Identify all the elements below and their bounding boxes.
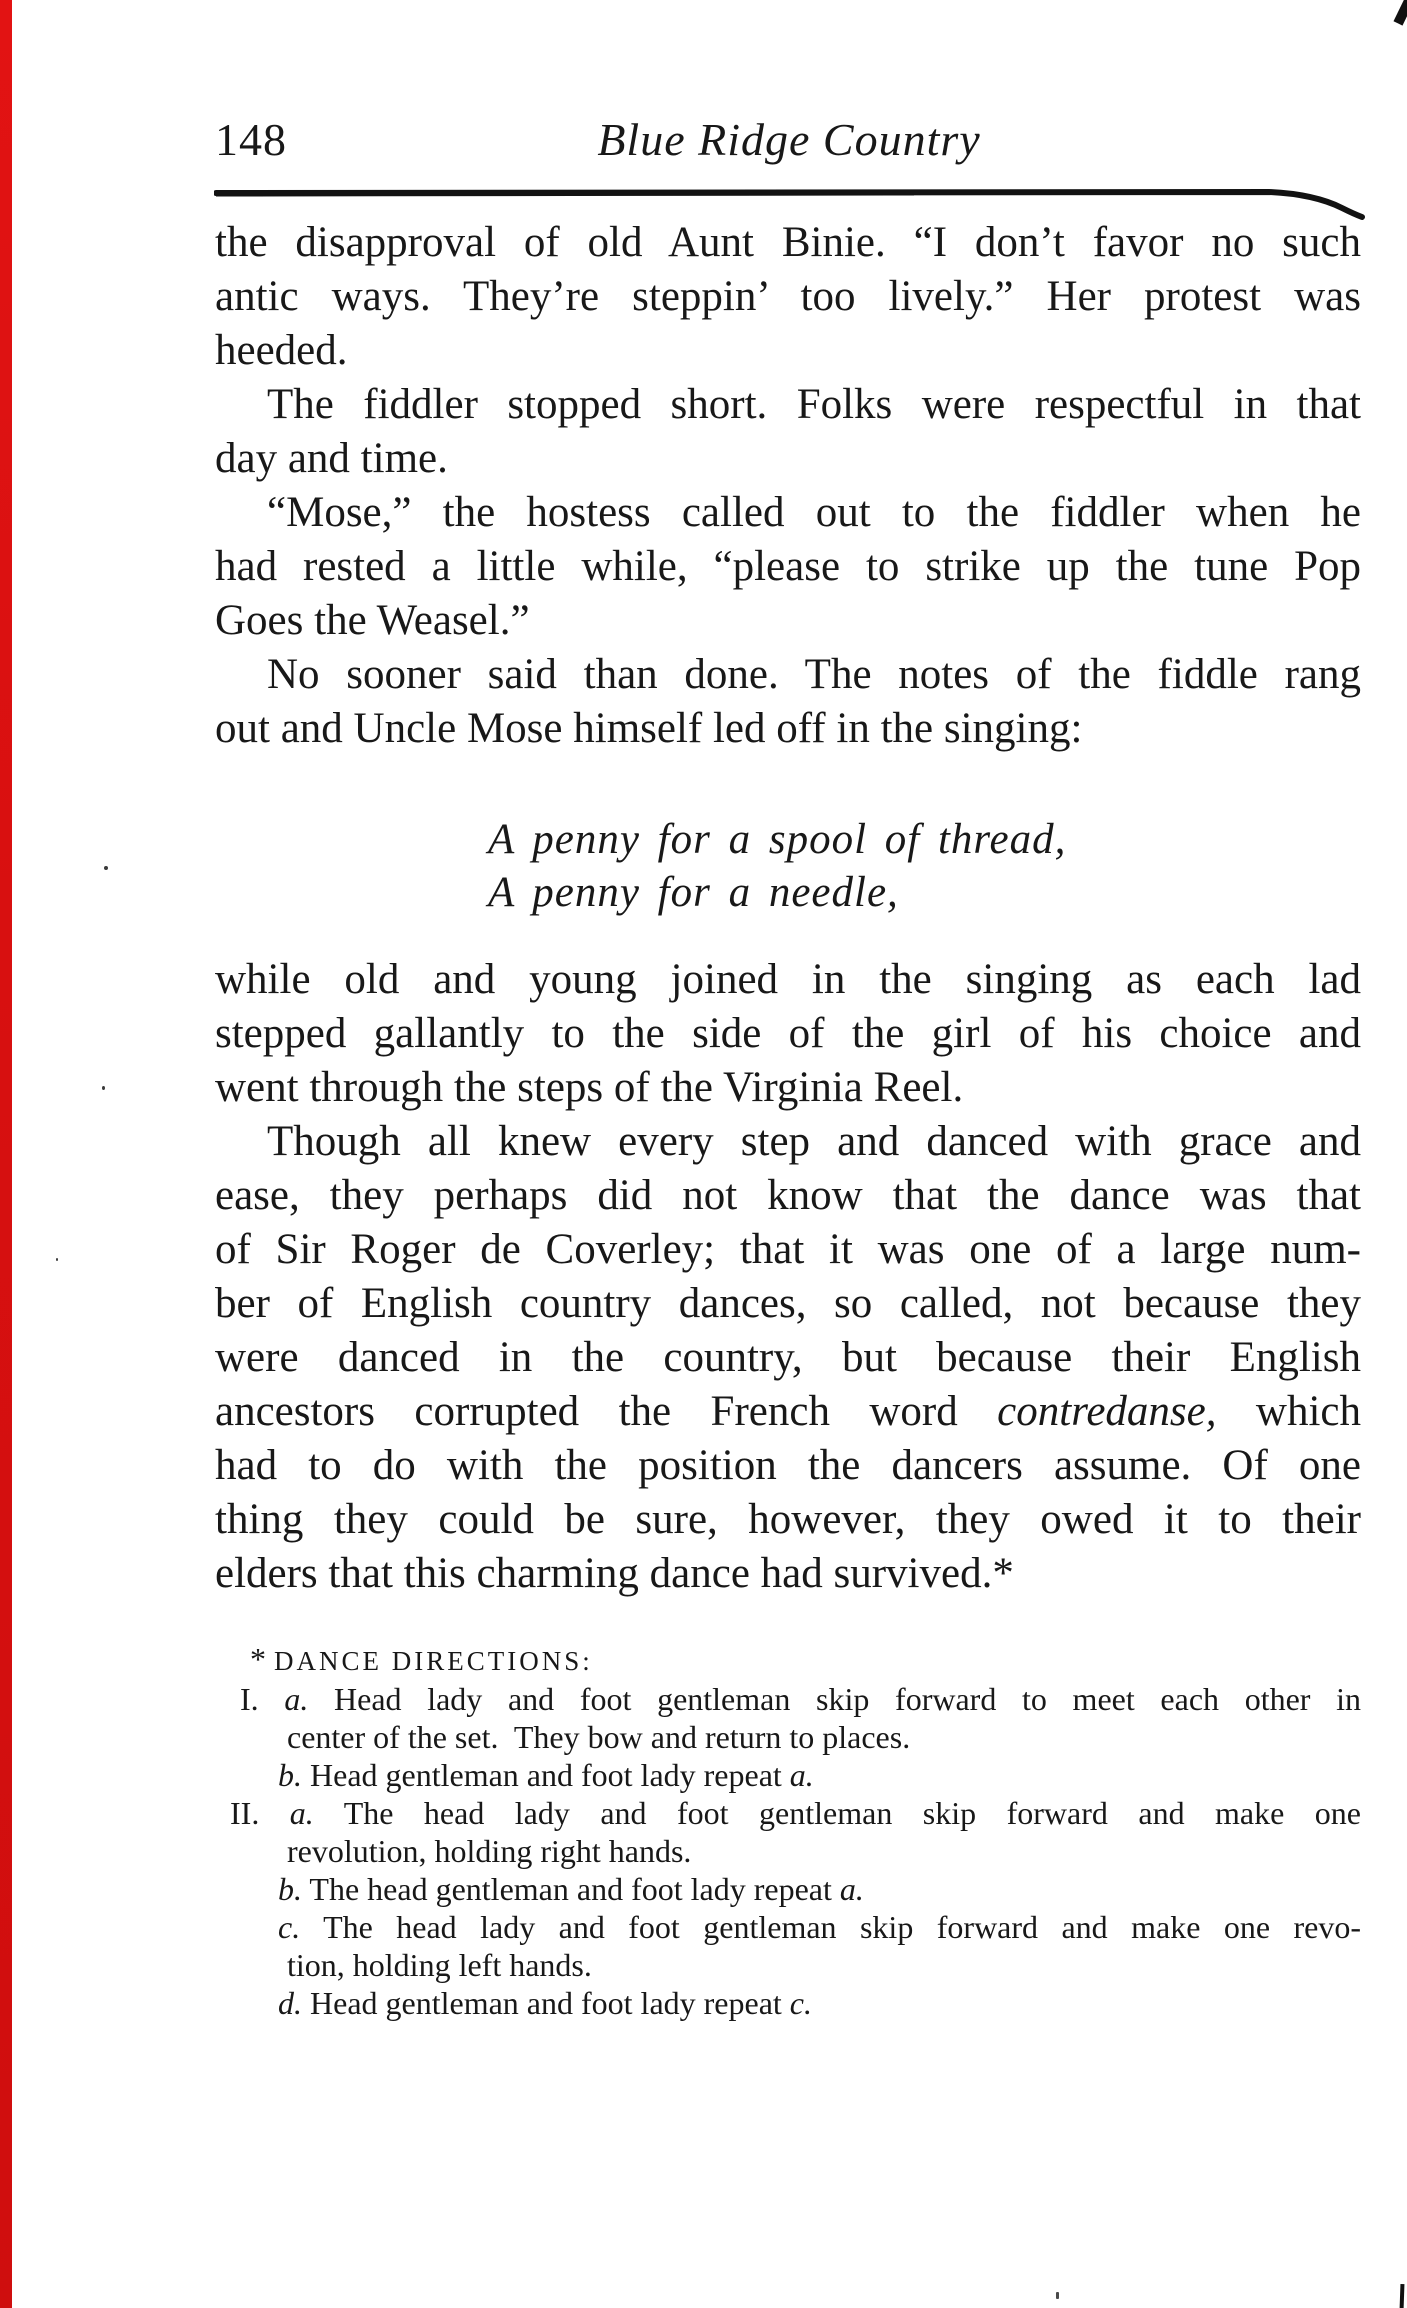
text-line bbox=[215, 1870, 1361, 1908]
text-segment: b. bbox=[278, 1871, 302, 1907]
text-segment: II. bbox=[230, 1795, 290, 1831]
text-line bbox=[215, 324, 1361, 378]
text-segment: ber of English country dances, so called, not because they bbox=[215, 1280, 1361, 1327]
scan-speck bbox=[56, 1258, 58, 1261]
text-line bbox=[215, 1718, 1361, 1756]
text-line bbox=[215, 1277, 1361, 1331]
text-line bbox=[215, 702, 1361, 756]
scan-speck bbox=[104, 866, 108, 870]
text-segment: b. bbox=[278, 1757, 302, 1793]
text-segment: a. bbox=[839, 1871, 864, 1907]
text-segment: a. bbox=[789, 1757, 814, 1793]
scan-corner-mark bbox=[1393, 0, 1407, 26]
text-segment: antic ways. They’re steppin’ too lively.” Her protest was bbox=[215, 273, 1361, 320]
text-segment: * bbox=[250, 1641, 274, 1677]
body-text-top bbox=[215, 216, 1361, 756]
text-segment: the disapproval of old Aunt Binie. “I don’t favor no such bbox=[215, 219, 1361, 266]
text-segment: The fiddler stopped short. Folks were respectful in that bbox=[267, 381, 1361, 428]
book-edge-red-stripe bbox=[0, 0, 12, 2308]
text-line bbox=[215, 270, 1361, 324]
text-segment: I. bbox=[240, 1681, 285, 1717]
text-segment: Head gentleman and foot lady repeat bbox=[302, 1757, 790, 1793]
text-line bbox=[215, 486, 1361, 540]
text-segment: Head lady and foot gentleman skip forward to meet each other in bbox=[308, 1681, 1362, 1717]
page-number: 148 bbox=[215, 114, 287, 165]
text-line bbox=[215, 1794, 1361, 1832]
text-segment: “Mose,” the hostess called out to the fiddler when he bbox=[267, 489, 1361, 536]
text-segment: contredanse, bbox=[997, 1388, 1217, 1435]
text-line bbox=[215, 1493, 1361, 1547]
scan-edge-mark bbox=[1400, 2284, 1405, 2308]
text-segment: c. bbox=[789, 1985, 812, 2021]
text-line bbox=[488, 866, 1066, 919]
text-segment: had to do with the position the dancers assume. Of one bbox=[215, 1442, 1361, 1489]
text-segment: The head gentleman and foot lady repeat bbox=[302, 1871, 840, 1907]
text-line bbox=[215, 1061, 1361, 1115]
text-segment: Head gentleman and foot lady repeat bbox=[302, 1985, 790, 2021]
text-line bbox=[215, 594, 1361, 648]
text-segment: while old and young joined in the singing as each lad bbox=[215, 956, 1361, 1003]
text-segment: revolution, holding right hands. bbox=[287, 1833, 692, 1869]
text-segment: Goes the Weasel.” bbox=[215, 597, 530, 644]
text-segment: were danced in the country, but because their English bbox=[215, 1334, 1361, 1381]
text-line bbox=[488, 813, 1066, 866]
text-segment: center of the set. They bow and return to places. bbox=[287, 1719, 911, 1755]
text-segment: a. bbox=[289, 1795, 314, 1831]
footnote-dance-directions bbox=[215, 1640, 1361, 2022]
text-line bbox=[215, 432, 1361, 486]
text-line bbox=[215, 1946, 1361, 1984]
text-line bbox=[215, 1223, 1361, 1277]
text-segment: No sooner said than done. The notes of the fiddle rang bbox=[267, 651, 1361, 698]
text-segment: tion, holding left hands. bbox=[287, 1947, 592, 1983]
text-line bbox=[215, 1331, 1361, 1385]
text-line bbox=[215, 1640, 1361, 1680]
song-verse bbox=[488, 813, 1066, 919]
text-segment: The head lady and foot gentleman skip forward and make one revo- bbox=[300, 1909, 1361, 1945]
text-line bbox=[215, 1547, 1361, 1601]
text-line bbox=[215, 378, 1361, 432]
text-segment: out and Uncle Mose himself led off in the singing: bbox=[215, 705, 1083, 752]
text-segment: elders that this charming dance had survived.* bbox=[215, 1550, 1014, 1597]
text-line bbox=[215, 648, 1361, 702]
text-segment: stepped gallantly to the side of the girl of his choice and bbox=[215, 1010, 1361, 1057]
text-segment: ancestors corrupted the French word bbox=[215, 1388, 998, 1435]
text-segment: The head lady and foot gentleman skip forward and make one bbox=[313, 1795, 1362, 1831]
running-title: Blue Ridge Country bbox=[597, 114, 981, 165]
page-header bbox=[215, 114, 1363, 167]
text-segment: ease, they perhaps did not know that the dance was that bbox=[215, 1172, 1361, 1219]
text-segment: day and time. bbox=[215, 435, 448, 482]
text-segment: thing they could be sure, however, they owed it to their bbox=[215, 1496, 1361, 1543]
scan-speck bbox=[102, 1086, 105, 1090]
text-segment: a. bbox=[284, 1681, 309, 1717]
text-segment: A penny for a needle, bbox=[488, 869, 899, 916]
text-segment: heeded. bbox=[215, 327, 348, 374]
text-line bbox=[215, 1832, 1361, 1870]
scan-speck bbox=[1056, 2292, 1059, 2299]
text-line bbox=[215, 1680, 1361, 1718]
text-segment: d. bbox=[278, 1985, 302, 2021]
text-segment: which bbox=[1216, 1388, 1361, 1435]
text-line bbox=[215, 1756, 1361, 1794]
text-line bbox=[215, 1908, 1361, 1946]
text-line bbox=[215, 1169, 1361, 1223]
text-line bbox=[215, 1439, 1361, 1493]
text-segment: c. bbox=[278, 1909, 301, 1945]
text-line bbox=[215, 216, 1361, 270]
text-segment: of Sir Roger de Coverley; that it was one of a large num- bbox=[215, 1226, 1361, 1273]
text-segment: had rested a little while, “please to strike up the tune Pop bbox=[215, 543, 1361, 590]
text-line bbox=[215, 1115, 1361, 1169]
text-line bbox=[215, 1007, 1361, 1061]
text-segment: went through the steps of the Virginia Reel. bbox=[215, 1064, 964, 1111]
text-line bbox=[215, 1984, 1361, 2022]
text-line bbox=[215, 540, 1361, 594]
text-line bbox=[215, 1385, 1361, 1439]
body-text-bottom bbox=[215, 953, 1361, 1601]
text-segment: A penny for a spool of thread, bbox=[488, 816, 1067, 863]
text-segment: DANCE DIRECTIONS: bbox=[274, 1646, 593, 1676]
text-line bbox=[215, 953, 1361, 1007]
text-segment: Though all knew every step and danced with grace and bbox=[267, 1118, 1361, 1165]
